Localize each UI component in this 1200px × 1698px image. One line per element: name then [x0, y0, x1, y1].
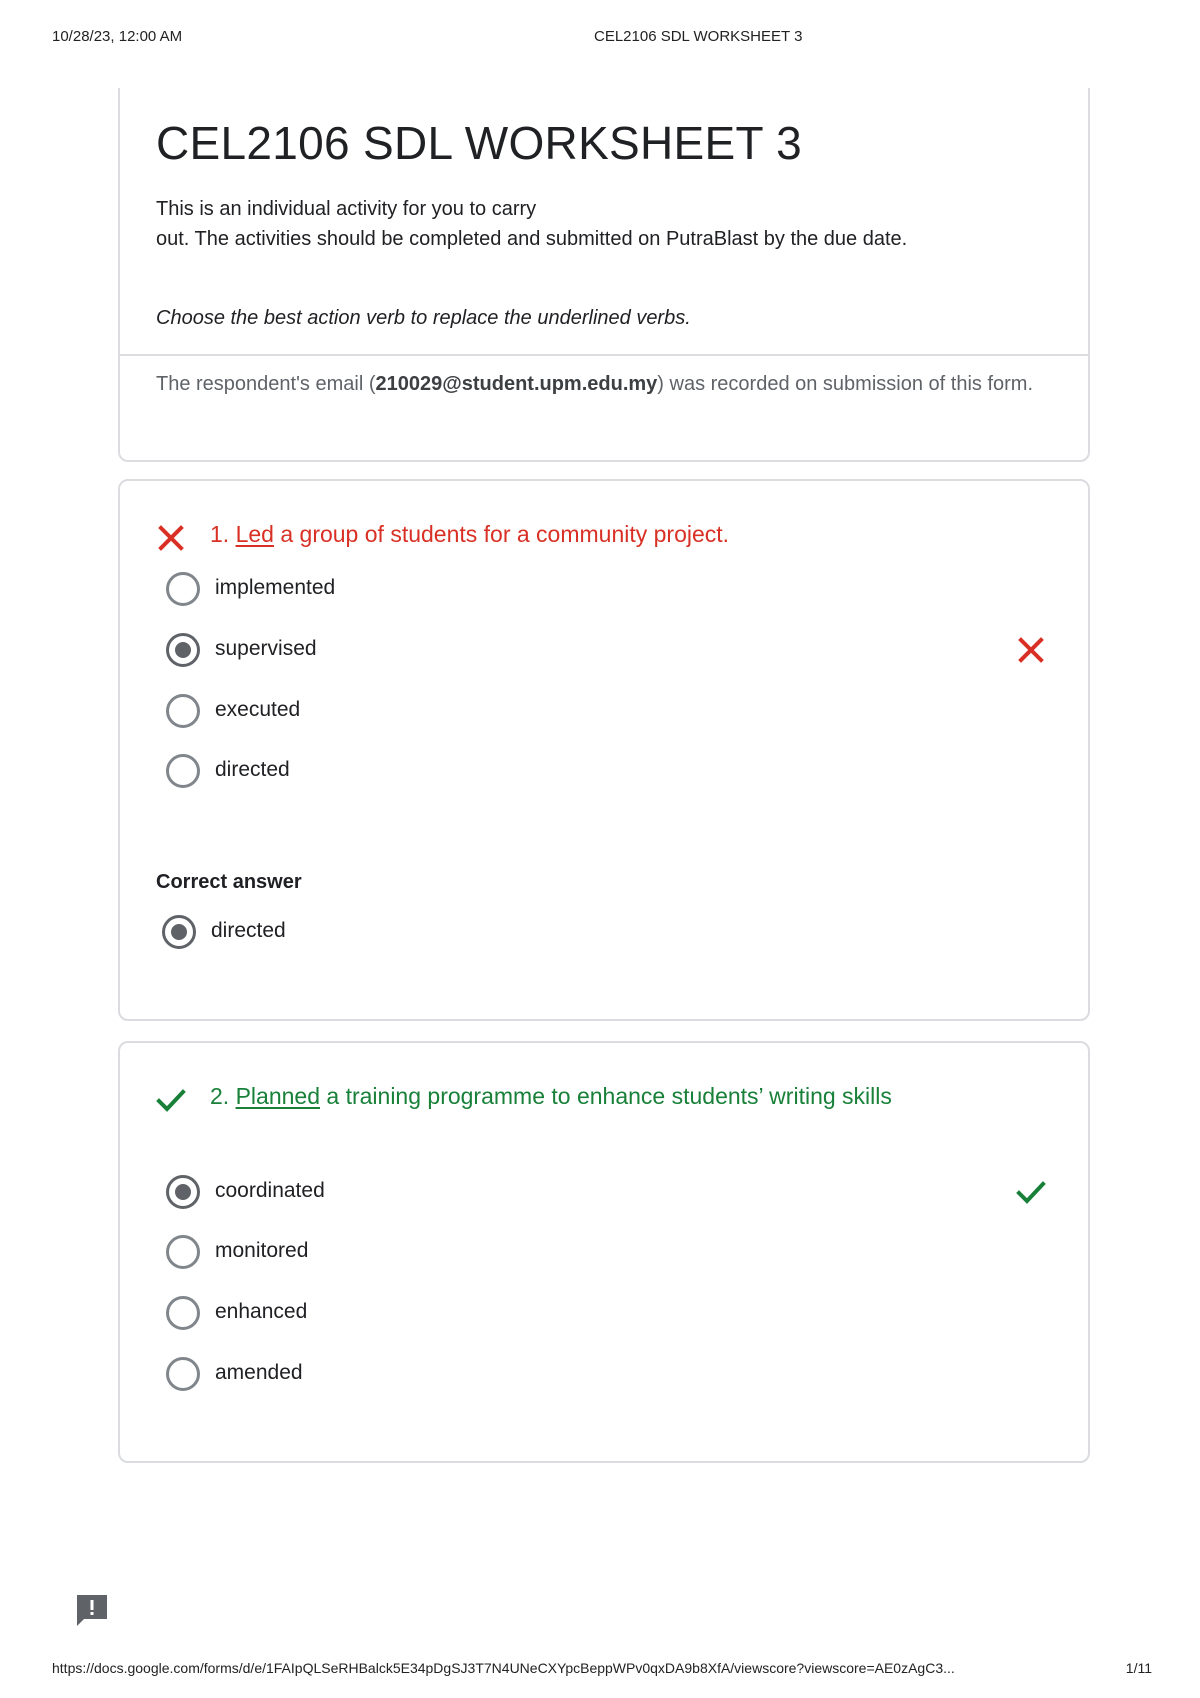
radio-button-selected[interactable] — [166, 1175, 200, 1209]
print-date: 10/28/23, 12:00 AM — [52, 28, 183, 45]
option-directed[interactable] — [166, 754, 1046, 788]
form-description-line2: out. The activities should be completed and submitted on PutraBlast by the due date. — [156, 228, 908, 250]
radio-button[interactable] — [166, 1357, 200, 1391]
question-text: a training programme to enhance students’ writing skills — [326, 1083, 892, 1109]
respondent-email: 210029@student.upm.edu.my — [375, 373, 658, 395]
radio-button-selected[interactable] — [166, 633, 200, 667]
underlined-verb: Led — [235, 521, 274, 547]
header-divider — [120, 354, 1088, 356]
radio-button[interactable] — [166, 1296, 200, 1330]
option-coordinated[interactable] — [166, 1175, 1046, 1209]
question-title — [210, 521, 729, 548]
option-label: coordinated — [215, 1179, 325, 1202]
close-icon — [156, 523, 186, 553]
question-number: 1. — [210, 521, 230, 547]
correct-answer-label: directed — [211, 919, 286, 942]
email-notice-prefix: The respondent's email ( — [156, 373, 376, 395]
email-notice-suffix: ) was recorded on submission of this form. — [657, 373, 1033, 395]
option-amended[interactable] — [166, 1357, 1046, 1391]
radio-button[interactable] — [166, 1235, 200, 1269]
radio-button[interactable] — [166, 572, 200, 606]
form-description-line1: This is an individual activity for you to carry — [156, 198, 537, 220]
email-notice — [156, 370, 1066, 399]
question-card-1 — [118, 479, 1090, 1021]
close-icon — [1016, 635, 1046, 665]
option-label: supervised — [215, 637, 317, 660]
page-number: 1/11 — [1125, 1660, 1152, 1676]
radio-button[interactable] — [166, 754, 200, 788]
radio-button-selected — [162, 915, 196, 949]
option-label: enhanced — [215, 1300, 308, 1323]
option-label: directed — [215, 758, 290, 781]
form-description — [156, 194, 976, 254]
option-monitored[interactable] — [166, 1235, 1046, 1269]
correct-answer-heading: Correct answer — [156, 871, 302, 893]
form-header-card — [118, 88, 1090, 462]
option-label: implemented — [215, 576, 336, 599]
option-label: monitored — [215, 1239, 309, 1262]
check-icon — [1016, 1177, 1046, 1207]
option-executed[interactable] — [166, 694, 1046, 728]
question-card-2 — [118, 1041, 1090, 1463]
check-icon — [156, 1085, 186, 1115]
form-instruction: Choose the best action verb to replace the underlined verbs. — [156, 307, 691, 329]
option-label: amended — [215, 1361, 303, 1384]
option-supervised[interactable] — [166, 633, 1046, 667]
feedback-icon[interactable] — [75, 1593, 109, 1627]
radio-button[interactable] — [166, 694, 200, 728]
correct-answer-option — [162, 915, 1042, 949]
option-label: executed — [215, 698, 301, 721]
option-implemented[interactable] — [166, 572, 1046, 606]
underlined-verb: Planned — [235, 1083, 320, 1109]
print-doc-title: CEL2106 SDL WORKSHEET 3 — [594, 28, 803, 45]
option-enhanced[interactable] — [166, 1296, 1046, 1330]
form-title: CEL2106 SDL WORKSHEET 3 — [156, 117, 803, 169]
question-text: a group of students for a community project. — [280, 521, 730, 547]
question-number: 2. — [210, 1083, 230, 1109]
question-title — [210, 1083, 892, 1110]
page-url: https://docs.google.com/forms/d/e/1FAIpQLSeRHBalck5E34pDgSJ3T7N4UNeCXYpcBeppWPv0qxDA9b8XfA/viewscore?viewscore=AE0zAgC3... — [52, 1660, 955, 1676]
